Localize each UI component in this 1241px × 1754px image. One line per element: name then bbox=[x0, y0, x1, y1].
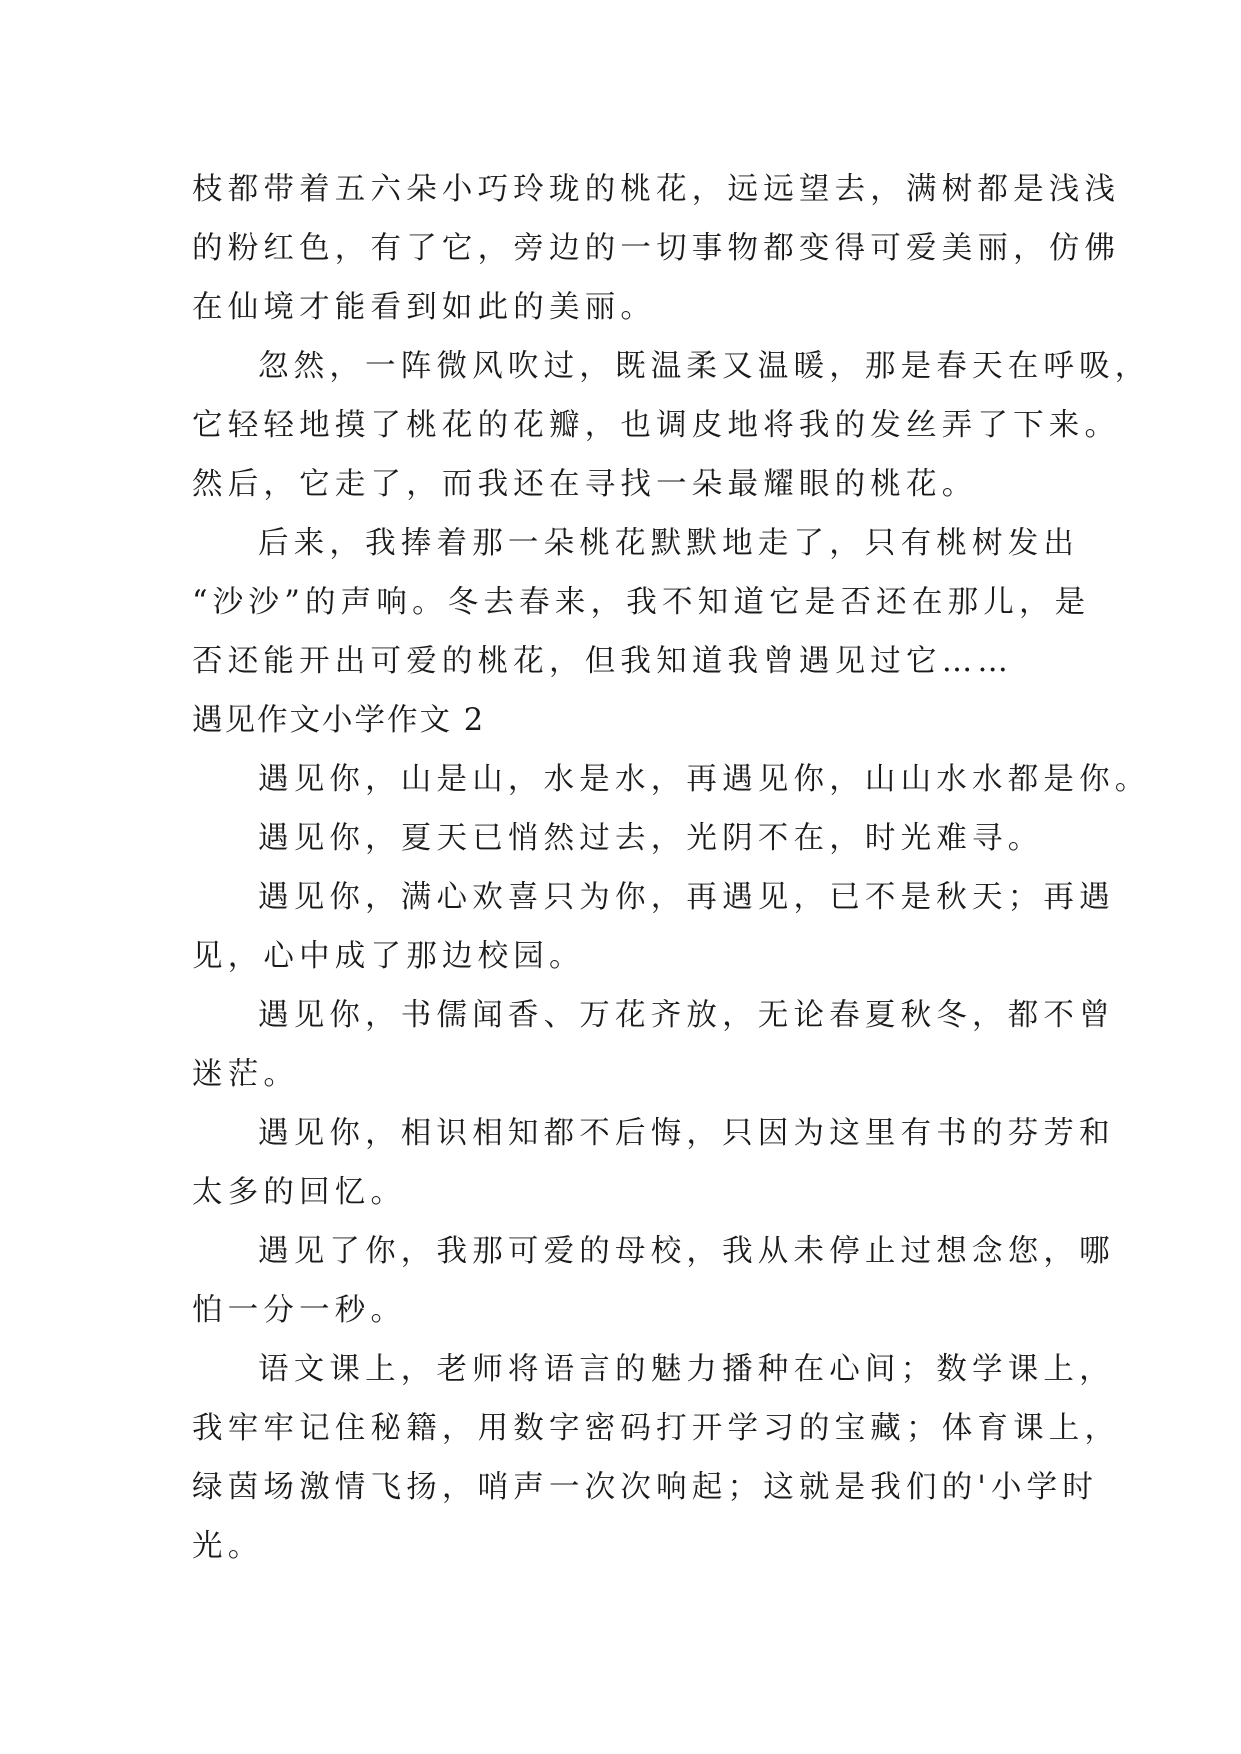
text-line: 太多的回忆。 bbox=[192, 1175, 407, 1210]
paragraph-first-line: 遇见你，相识相知都不后悔，只因为这里有书的芬芳和 bbox=[258, 1116, 1115, 1151]
text-line: 光。 bbox=[192, 1529, 264, 1564]
paragraph-first-line: 遇见你，书儒闻香、万花齐放，无论春夏秋冬，都不曾 bbox=[258, 998, 1115, 1033]
text-line: 否还能开出可爱的桃花，但我知道我曾遇见过它…… bbox=[192, 644, 1014, 679]
paragraph-first-line: 后来，我捧着那一朵桃花默默地走了，只有桃树发出 bbox=[258, 526, 1080, 561]
text-line: 枝都带着五六朵小巧玲珑的桃花，远远望去，满树都是浅浅 bbox=[192, 172, 1121, 207]
text-line: 怕一分一秒。 bbox=[192, 1293, 407, 1328]
paragraph-first-line: 遇见你，夏天已悄然过去，光阴不在，时光难寻。 bbox=[258, 821, 1044, 856]
document-body bbox=[192, 160, 1151, 1576]
text-line: 见，心中成了那边校园。 bbox=[192, 939, 585, 974]
paragraph-first-line: 遇见了你，我那可爱的母校，我从未停止过想念您，哪 bbox=[258, 1234, 1115, 1269]
text-line: 它轻轻地摸了桃花的花瓣，也调皮地将我的发丝弄了下来。 bbox=[192, 408, 1121, 443]
text-line: 绿茵场激情飞扬，哨声一次次响起；这就是我们的'小学时 bbox=[192, 1470, 1099, 1505]
paragraph-first-line: 遇见你，满心欢喜只为你，再遇见，已不是秋天；再遇 bbox=[258, 880, 1115, 915]
text-line: 然后，它走了，而我还在寻找一朵最耀眼的桃花。 bbox=[192, 467, 978, 502]
text-line: 在仙境才能看到如此的美丽。 bbox=[192, 290, 657, 325]
paragraph-first-line: 忽然，一阵微风吹过，既温柔又温暖，那是春天在呼吸， bbox=[258, 349, 1151, 384]
paragraph-first-line: 语文课上，老师将语言的魅力播种在心间；数学课上， bbox=[258, 1352, 1115, 1387]
text-line: “沙沙”的声响。冬去春来，我不知道它是否还在那儿，是 bbox=[192, 585, 1091, 620]
section-heading: 遇见作文小学作文 2 bbox=[192, 703, 486, 738]
paragraph-first-line: 遇见你，山是山，水是水，再遇见你，山山水水都是你。 bbox=[258, 762, 1151, 797]
text-line: 我牢牢记住秘籍，用数字密码打开学习的宝藏；体育课上， bbox=[192, 1411, 1121, 1446]
text-line: 的粉红色，有了它，旁边的一切事物都变得可爱美丽，仿佛 bbox=[192, 231, 1121, 266]
text-line: 迷茫。 bbox=[192, 1057, 300, 1092]
